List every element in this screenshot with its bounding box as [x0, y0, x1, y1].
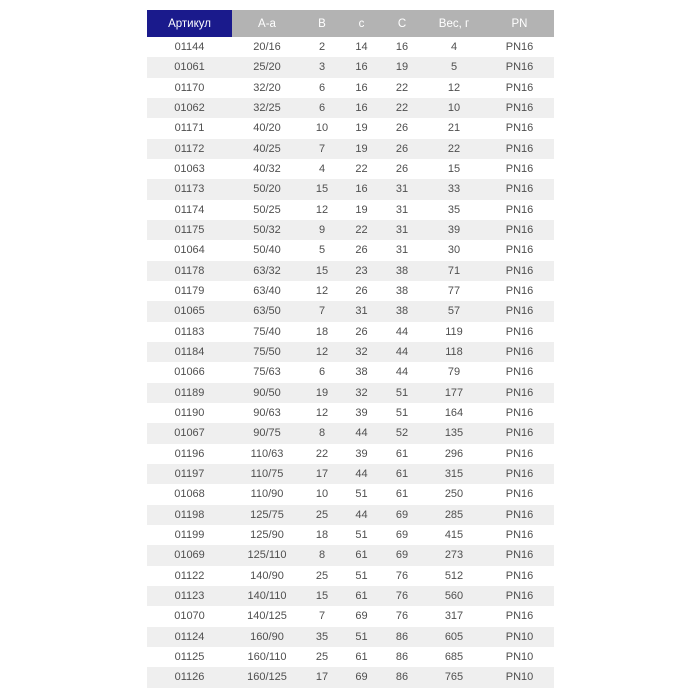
table-row [147, 37, 554, 57]
table-cell: 86 [395, 651, 409, 663]
table-cell: 31 [395, 244, 409, 257]
table-cell: 15 [315, 590, 329, 603]
table-cell: 38 [395, 264, 409, 277]
table-cell: 79 [447, 366, 461, 379]
table-cell: 40/25 [253, 142, 281, 155]
column-header-a-a: A-a [232, 10, 302, 37]
table-cell: 12 [315, 285, 329, 298]
table-cell: 6 [318, 81, 326, 94]
table-cell: 01125 [174, 651, 205, 663]
table-cell: 19 [315, 386, 329, 399]
table-cell: 317 [444, 610, 464, 623]
table-row [147, 98, 554, 118]
table-cell: 61 [355, 590, 368, 603]
table-cell: 50/32 [253, 224, 281, 237]
table-cell: 140/110 [247, 590, 287, 603]
table-row [147, 545, 554, 565]
column-header-pn: PN [485, 10, 554, 37]
column-header-c-small: c [342, 10, 381, 37]
table-cell: PN16 [505, 285, 534, 298]
table-cell: 26 [395, 142, 409, 155]
table-cell: 110/75 [250, 468, 284, 481]
table-cell: 01064 [174, 244, 205, 257]
table-cell: PN10 [505, 671, 534, 684]
table-cell: 01061 [174, 61, 205, 74]
table-cell: 35 [315, 630, 329, 643]
table-cell: 140/125 [247, 610, 287, 623]
product-spec-table [147, 10, 554, 688]
table-cell: 63/32 [253, 264, 281, 277]
table-row [147, 484, 554, 504]
table-cell: PN16 [505, 427, 534, 440]
table-cell: 01063 [174, 163, 205, 176]
table-cell: 765 [444, 671, 464, 684]
table-cell: 118 [445, 346, 463, 359]
table-cell: 22 [315, 447, 329, 460]
table-cell: 18 [315, 325, 329, 338]
table-cell: 51 [395, 407, 409, 420]
table-cell: 44 [355, 468, 368, 481]
table-cell: 19 [395, 61, 409, 74]
table-cell: 315 [444, 468, 464, 481]
table-cell: PN16 [505, 386, 534, 399]
table-cell: 01122 [174, 569, 205, 582]
column-header-b: B [302, 10, 342, 37]
table-cell: 6 [318, 366, 326, 379]
table-cell: PN16 [505, 102, 534, 115]
table-cell: PN16 [505, 224, 534, 237]
table-cell: 10 [447, 102, 461, 115]
table-cell: 01144 [174, 41, 205, 54]
table-cell: 560 [444, 590, 464, 603]
table-cell: 69 [395, 549, 409, 562]
table-cell: 12 [447, 81, 461, 94]
table-cell: 01190 [174, 407, 205, 420]
table-cell: 4 [318, 163, 326, 176]
table-row [147, 525, 554, 545]
table-cell: 01066 [174, 366, 205, 379]
table-cell: PN16 [505, 508, 534, 521]
table-row [147, 78, 554, 98]
table-cell: 76 [395, 569, 409, 582]
table-cell: 01175 [174, 224, 205, 237]
table-row [147, 566, 554, 586]
table-cell: 38 [395, 305, 409, 318]
table-cell: 69 [395, 529, 409, 542]
table-cell: PN16 [505, 81, 534, 94]
table-cell: 38 [395, 285, 409, 298]
table-cell: 61 [395, 488, 409, 501]
table-cell: 50/25 [253, 203, 281, 216]
table-cell: 90/50 [253, 386, 281, 399]
table-cell: 39 [447, 224, 461, 237]
table-cell: 51 [355, 569, 368, 582]
table-cell: 16 [395, 41, 409, 54]
table-cell: 17 [315, 468, 329, 481]
table-row [147, 647, 554, 667]
table-cell: PN16 [505, 163, 534, 176]
table-cell: 01189 [174, 386, 205, 399]
table-cell: 76 [395, 590, 409, 603]
table-cell: 32 [355, 346, 368, 359]
table-cell: 39 [355, 407, 368, 420]
table-cell: 01173 [174, 183, 205, 196]
table-cell: 01067 [174, 427, 205, 440]
table-cell: 33 [447, 183, 461, 196]
table-cell: 44 [395, 346, 409, 359]
table-cell: 512 [444, 569, 464, 582]
table-cell: 3 [318, 61, 326, 74]
table-cell: 8 [318, 427, 326, 440]
table-row [147, 423, 554, 443]
table-cell: 69 [355, 671, 368, 684]
table-cell: PN16 [505, 183, 534, 196]
table-row [147, 464, 554, 484]
table-cell: 63/50 [253, 305, 281, 318]
table-cell: PN16 [505, 264, 534, 277]
table-row [147, 667, 554, 687]
table-row [147, 179, 554, 199]
table-cell: PN16 [505, 325, 534, 338]
table-cell: 125/90 [250, 529, 284, 542]
table-cell: 35 [447, 203, 461, 216]
table-cell: 01068 [174, 488, 205, 501]
table-cell: 01062 [174, 102, 205, 115]
table-cell: 25 [315, 508, 329, 521]
table-cell: 44 [355, 427, 368, 440]
table-cell: 31 [355, 305, 368, 318]
table-cell: 86 [395, 630, 409, 643]
table-row [147, 240, 554, 260]
table-cell: 61 [395, 468, 409, 481]
table-cell: 32/20 [253, 81, 281, 94]
table-row [147, 606, 554, 626]
table-cell: 119 [445, 325, 463, 338]
table-row [147, 118, 554, 138]
table-row [147, 281, 554, 301]
table-cell: PN16 [505, 41, 534, 54]
table-cell: PN16 [505, 447, 534, 460]
table-cell: 6 [318, 102, 326, 115]
table-cell: 7 [318, 610, 326, 623]
table-cell: 125/110 [247, 549, 287, 562]
table-cell: 40/32 [253, 163, 281, 176]
table-cell: 273 [444, 549, 464, 562]
table-cell: 605 [444, 630, 464, 643]
table-cell: 01124 [174, 630, 205, 643]
table-cell: 16 [355, 183, 368, 196]
table-cell: 31 [395, 224, 409, 237]
table-cell: PN16 [505, 407, 534, 420]
table-cell: 50/20 [253, 183, 281, 196]
table-cell: 26 [355, 244, 368, 257]
table-row [147, 139, 554, 159]
table-cell: 15 [447, 163, 461, 176]
table-cell: PN16 [505, 569, 534, 582]
table-cell: 51 [395, 386, 409, 399]
table-cell: 01199 [174, 529, 205, 542]
table-row [147, 220, 554, 240]
table-cell: 8 [318, 549, 326, 562]
table-cell: 22 [395, 102, 409, 115]
table-cell: 22 [355, 163, 368, 176]
table-cell: 285 [444, 508, 464, 521]
table-cell: 75/40 [253, 325, 281, 338]
table-cell: 57 [447, 305, 461, 318]
table-cell: 01070 [174, 610, 205, 623]
table-cell: PN16 [505, 203, 534, 216]
table-cell: 51 [355, 529, 368, 542]
table-cell: 160/90 [250, 630, 284, 643]
table-cell: PN10 [505, 651, 534, 663]
table-cell: 16 [355, 61, 368, 74]
table-row [147, 159, 554, 179]
table-row [147, 200, 554, 220]
table-cell: 01174 [174, 203, 205, 216]
table-cell: 4 [450, 41, 458, 54]
table-cell: 50/40 [253, 244, 281, 257]
table-cell: 44 [395, 325, 409, 338]
table-cell: 26 [355, 325, 368, 338]
table-cell: 77 [447, 285, 461, 298]
table-cell: 14 [355, 41, 368, 54]
table-cell: 76 [395, 610, 409, 623]
table-cell: 140/90 [250, 569, 284, 582]
table-cell: 40/20 [253, 122, 281, 135]
table-cell: 38 [355, 366, 368, 379]
table-cell: 01170 [174, 81, 205, 94]
table-cell: 01065 [174, 305, 205, 318]
table-cell: 75/50 [253, 346, 281, 359]
table-row [147, 342, 554, 362]
table-cell: 12 [315, 346, 329, 359]
table-cell: 15 [315, 183, 329, 196]
table-cell: 31 [395, 183, 409, 196]
table-cell: 61 [355, 549, 368, 562]
table-cell: 177 [444, 386, 464, 399]
table-cell: 10 [315, 488, 329, 501]
table-cell: PN16 [505, 61, 534, 74]
table-cell: 19 [355, 142, 368, 155]
table-cell: 2 [318, 41, 326, 54]
table-cell: 01179 [174, 285, 205, 298]
table-cell: 25 [315, 651, 329, 663]
column-header-c-big: C [381, 10, 423, 37]
table-row [147, 322, 554, 342]
table-cell: 22 [395, 81, 409, 94]
table-cell: PN16 [505, 488, 534, 501]
table-cell: 51 [355, 630, 368, 643]
table-cell: 01184 [174, 346, 205, 359]
table-row [147, 57, 554, 77]
table-row [147, 301, 554, 321]
table-cell: 86 [395, 671, 409, 684]
table-row [147, 505, 554, 525]
table-cell: 75/63 [253, 366, 281, 379]
table-cell: 01178 [174, 264, 205, 277]
table-cell: 7 [318, 142, 326, 155]
table-cell: 01198 [174, 508, 205, 521]
table-row [147, 261, 554, 281]
table-cell: 21 [447, 122, 461, 135]
table-cell: 01069 [174, 549, 205, 562]
table-cell: 61 [395, 447, 409, 460]
table-cell: 250 [444, 488, 464, 501]
table-cell: 16 [355, 81, 368, 94]
table-cell: 01123 [174, 590, 205, 603]
table-cell: 5 [450, 61, 458, 74]
table-cell: 12 [315, 407, 329, 420]
table-cell: 39 [355, 447, 368, 460]
table-row [147, 586, 554, 606]
table-cell: 16 [355, 102, 368, 115]
table-cell: PN16 [505, 590, 534, 603]
table-row [147, 403, 554, 423]
table-cell: 17 [315, 671, 329, 684]
table-cell: 01197 [174, 468, 205, 481]
table-cell: 110/90 [250, 488, 284, 501]
table-cell: 415 [444, 529, 464, 542]
table-cell: 26 [355, 285, 368, 298]
table-cell: PN16 [505, 549, 534, 562]
table-cell: 5 [318, 244, 326, 257]
table-cell: 61 [355, 651, 368, 663]
table-cell: 7 [318, 305, 326, 318]
table-cell: 15 [315, 264, 329, 277]
header-row [147, 10, 554, 37]
table-cell: 26 [395, 163, 409, 176]
table-cell: 18 [315, 529, 329, 542]
table-cell: PN16 [505, 366, 534, 379]
table-cell: 44 [355, 508, 368, 521]
table-cell: 90/63 [253, 407, 281, 420]
table-cell: 69 [355, 610, 368, 623]
table-cell: 160/110 [247, 651, 287, 663]
table-cell: 63/40 [253, 285, 281, 298]
table-cell: 30 [447, 244, 461, 257]
table-cell: 26 [395, 122, 409, 135]
table-cell: 110/63 [250, 447, 284, 460]
column-header-weight: Вес, г [423, 10, 485, 37]
table-row [147, 444, 554, 464]
table-cell: 22 [355, 224, 368, 237]
table-cell: PN16 [505, 610, 534, 623]
table-cell: PN16 [505, 305, 534, 318]
table-cell: 160/125 [247, 671, 287, 684]
table-cell: 296 [444, 447, 464, 460]
table-cell: 01183 [174, 325, 205, 338]
table-cell: 125/75 [250, 508, 284, 521]
table-cell: PN16 [505, 142, 534, 155]
table-body [147, 37, 554, 688]
table-cell: PN16 [505, 346, 534, 359]
table-cell: 32 [355, 386, 368, 399]
table-cell: PN10 [505, 630, 534, 643]
table-cell: 69 [395, 508, 409, 521]
column-header-article: Артикул [147, 10, 232, 37]
table-cell: PN16 [505, 122, 534, 135]
table-cell: 23 [355, 264, 368, 277]
table-cell: 31 [395, 203, 409, 216]
table-cell: 01196 [174, 447, 205, 460]
table-cell: 90/75 [253, 427, 281, 440]
table-cell: 52 [395, 427, 409, 440]
table-cell: 01126 [174, 671, 205, 684]
table-cell: PN16 [505, 468, 534, 481]
table-row [147, 383, 554, 403]
table-cell: 01171 [174, 122, 205, 135]
table-cell: 01172 [174, 142, 205, 155]
table-cell: 12 [315, 203, 329, 216]
table-cell: 9 [318, 224, 326, 237]
table-cell: 135 [444, 427, 464, 440]
table-cell: PN16 [505, 529, 534, 542]
table-cell: 20/16 [253, 41, 281, 54]
table-row [147, 627, 554, 647]
table-cell: 71 [447, 264, 461, 277]
table-cell: 25/20 [253, 61, 281, 74]
table-cell: 51 [355, 488, 368, 501]
table-cell: 44 [395, 366, 409, 379]
table-cell: 10 [315, 122, 329, 135]
table-cell: 32/25 [253, 102, 281, 115]
table-row [147, 362, 554, 382]
table-cell: 19 [355, 203, 368, 216]
table-cell: 685 [444, 651, 464, 663]
table-cell: 25 [315, 569, 329, 582]
table-cell: 19 [355, 122, 368, 135]
table-cell: 22 [447, 142, 461, 155]
table-cell: 164 [444, 407, 464, 420]
table-cell: PN16 [505, 244, 534, 257]
